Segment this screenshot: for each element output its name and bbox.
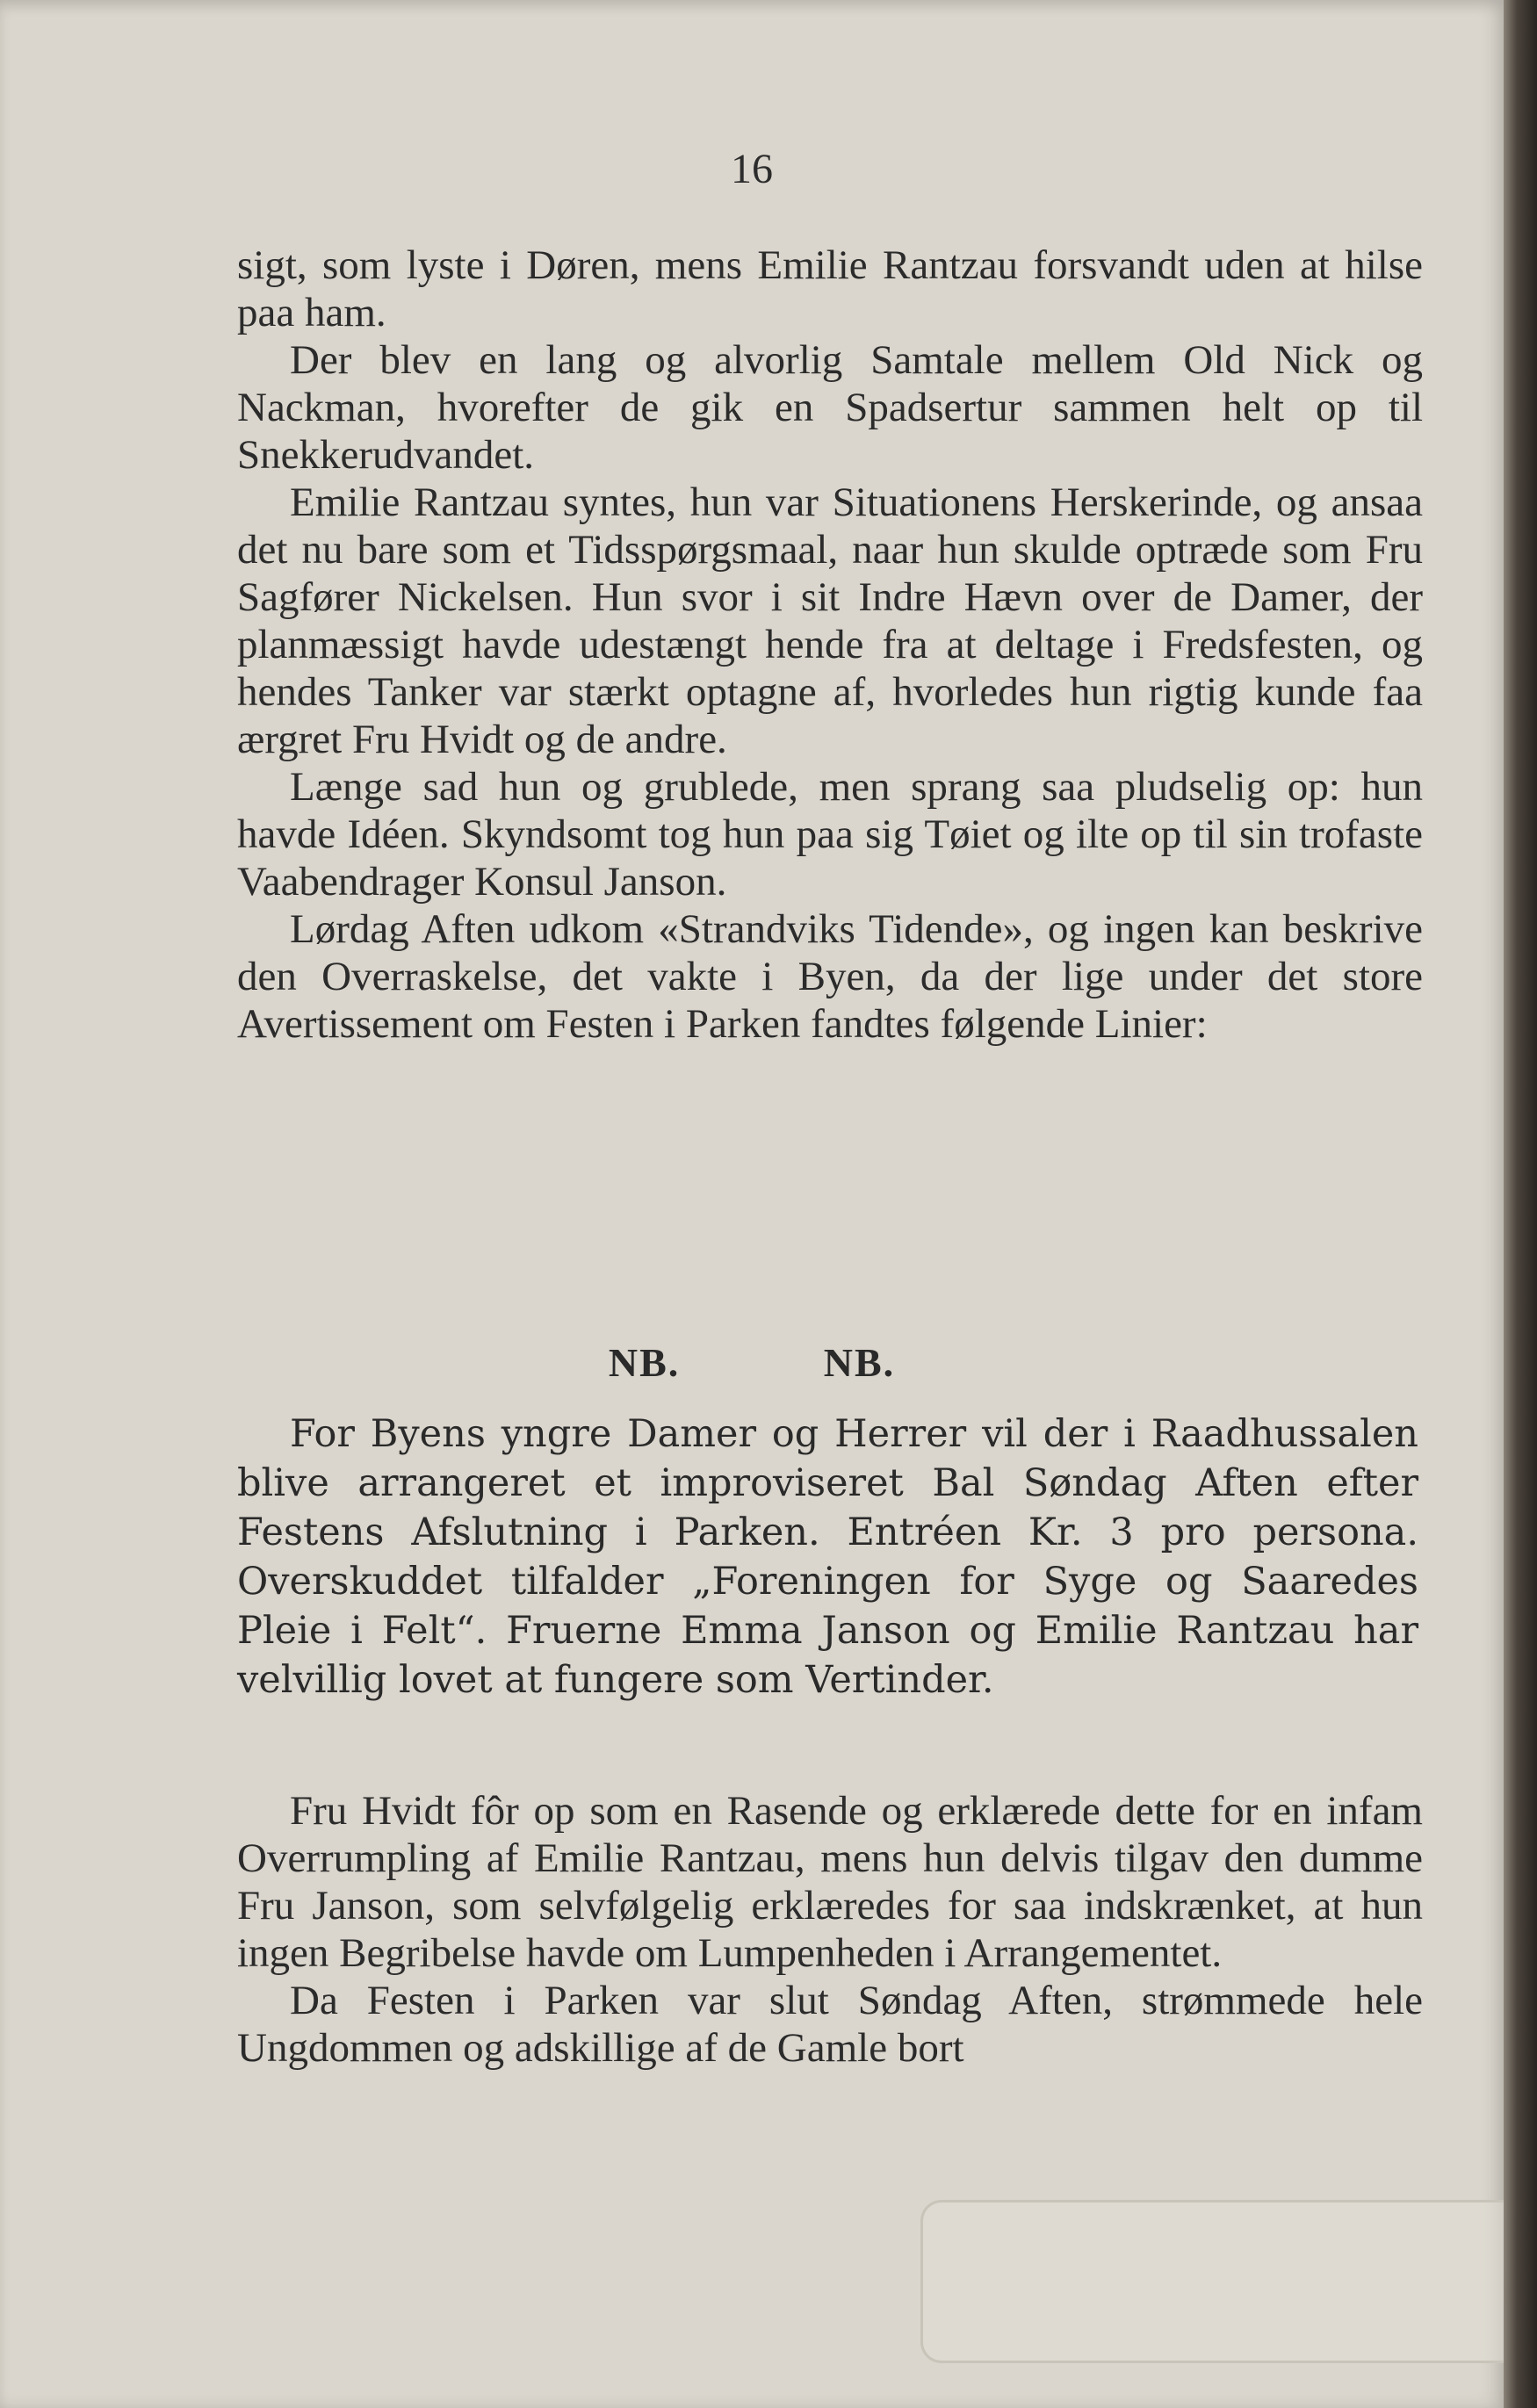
body-text-bottom	[237, 1787, 1423, 2072]
nb-left: NB.	[608, 1340, 681, 1385]
book-spine	[1504, 0, 1537, 2408]
paragraph: Emilie Rantzau syntes, hun var Situationens Herskerinde, og ansaa det nu bare som et Tidsspørgsmaal, naar hun skulde optræde som Fru Sagfører Nickelsen. Hun svor i sit Indre Hævn over de Damer, der planmæssigt havde udestængt hende fra at deltage i Fredsfesten, og hendes Tanker var stærkt optagne af, hvorledes hun rigtig kunde faa ærgret Fru Hvidt og de andre.	[237, 479, 1423, 762]
paragraph: Der blev en lang og alvorlig Samtale mellem Old Nick og Nackman, hvorefter de gik en Spadsertur sammen helt op til Snekkerudvandet.	[237, 337, 1423, 478]
paragraph: Længe sad hun og grublede, men sprang saa pludselig op: hun havde Idéen. Skyndsomt tog hun paa sig Tøiet og ilte op til sin trofaste Vaabendrager Konsul Janson.	[237, 764, 1423, 905]
nb-heading	[0, 1339, 1504, 1386]
page-number: 16	[731, 146, 773, 192]
nb-right: NB.	[823, 1340, 896, 1385]
body-text-top	[237, 242, 1423, 1048]
library-stamp-outline	[920, 2200, 1504, 2363]
notice-text: For Byens yngre Damer og Herrer vil der i Raadhussalen blive arrangeret et improviseret Bal Søndag Aften efter Festens Afslutning i Parken. Entréen Kr. 3 pro persona. Overskuddet tilfalder „Foreningen for Syge og Saaredes Pleie i Felt“. Fruerne Emma Janson og Emilie Rantzau har velvillig lovet at fungere som Vertinder.	[237, 1412, 1418, 1702]
paragraph: sigt, som lyste i Døren, mens Emilie Rantzau forsvandt uden at hilse paa ham.	[237, 242, 1423, 335]
paragraph: Lørdag Aften udkom «Strandviks Tidende», og ingen kan beskrive den Overraskelse, det vakte i Byen, da der lige under det store Avertissement om Festen i Parken fandtes følgende Linier:	[237, 906, 1423, 1047]
paragraph: Da Festen i Parken var slut Søndag Aften, strømmede hele Ungdommen og adskillige af de Gamle bort	[237, 1978, 1423, 2071]
paragraph: Fru Hvidt fôr op som en Rasende og erklærede dette for en infam Overrumpling af Emilie Rantzau, mens hun delvis tilgav den dumme Fru Janson, som selvfølgelig erklæredes for saa indskrænket, at hun ingen Begribelse havde om Lumpenheden i Arrangementet.	[237, 1788, 1423, 1976]
